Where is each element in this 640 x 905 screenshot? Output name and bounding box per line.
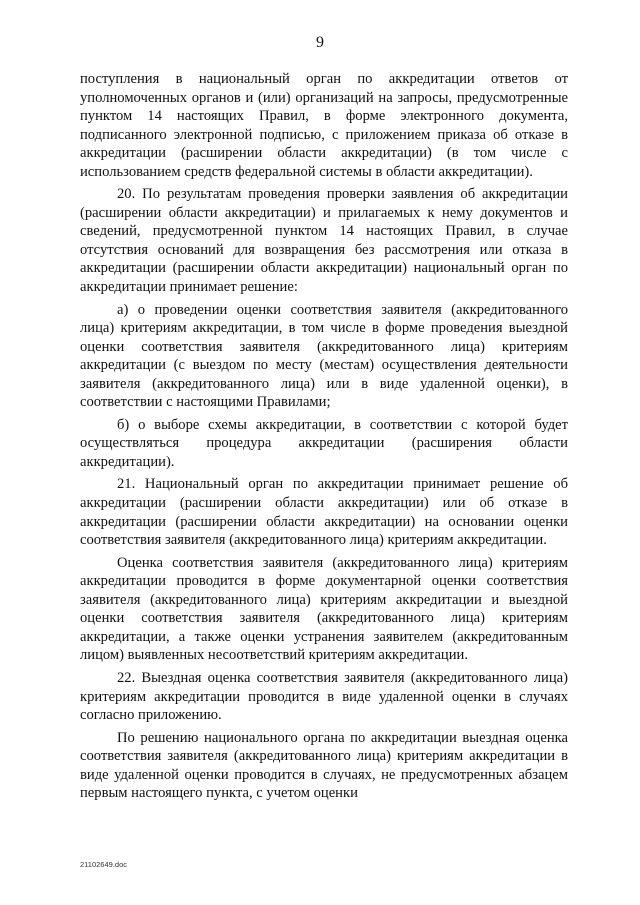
footer-filename: 21102649.doc [80,860,127,869]
document-body [80,70,568,803]
paragraph-item-21-part-2: Оценка соответствия заявителя (аккредитованного лица) критериям аккредитации проводится в форме документарной оценки соответствия заявителя (аккредитованного лица) критериям аккредитации и выездной оценки соответствия заявителя (аккредитованного лица) критериям аккредитации, а также оценки устранения заявителем (аккредитованным лицом) выявленных несоответствий критериям аккредитации. [80,554,568,664]
paragraph-item-22-part-2: По решению национального органа по аккредитации выездная оценка соответствия заявителя (аккредитованного лица) критериям аккредитации в виде удаленной оценки проводится в случаях, не предусмотренных абзацем первым настоящего пункта, с учетом оценки [80,729,568,802]
paragraph-continuation: поступления в национальный орган по аккредитации ответов от уполномоченных органов и (или) организаций на запросы, предусмотренные пунктом 14 настоящих Правил, в форме электронного документа, подписанного электронной подписью, с приложением приказа об отказе в аккредитации (расширении области аккредитации) (в том числе с использованием средств федеральной системы в области аккредитации). [80,71,568,180]
paragraph-item-20: 20. По результатам проведения проверки заявления об аккредитации (расширении области аккредитации) и прилагаемых к нему документов и сведений, предусмотренной пунктом 14 настоящих Правил, в случае отсутствия оснований для возвращения без рассмотрения или отказа в аккредитации (расширении области аккредитации) национальный орган по аккредитации принимает решение: [80,186,568,296]
page-number: 9 [316,34,324,51]
paragraph-subitem-a: а) о проведении оценки соответствия заявителя (аккредитованного лица) критериям аккредитации, в том числе в форме проведения выездной оценки соответствия заявителя (аккредитованного лица) критериям аккредитации (с выездом по месту (местам) осуществления деятельности заявителя (аккредитованного лица) или в виде удаленной оценки), в соответствии с настоящими Правилами; [80,301,568,411]
paragraph-subitem-b: б) о выборе схемы аккредитации, в соответствии с которой будет осуществляться процедура аккредитации (расширения области аккредитации). [80,416,568,470]
paragraph-item-22: 22. Выездная оценка соответствия заявителя (аккредитованного лица) критериям аккредитации проводится в виде удаленной оценки в случаях согласно приложению. [80,669,568,724]
paragraph-item-21: 21. Национальный орган по аккредитации принимает решение об аккредитации (расширении области аккредитации) или об отказе в аккредитации (расширении области аккредитации) на основании оценки соответствия заявителя (аккредитованного лица) критериям аккредитации. [80,476,568,549]
